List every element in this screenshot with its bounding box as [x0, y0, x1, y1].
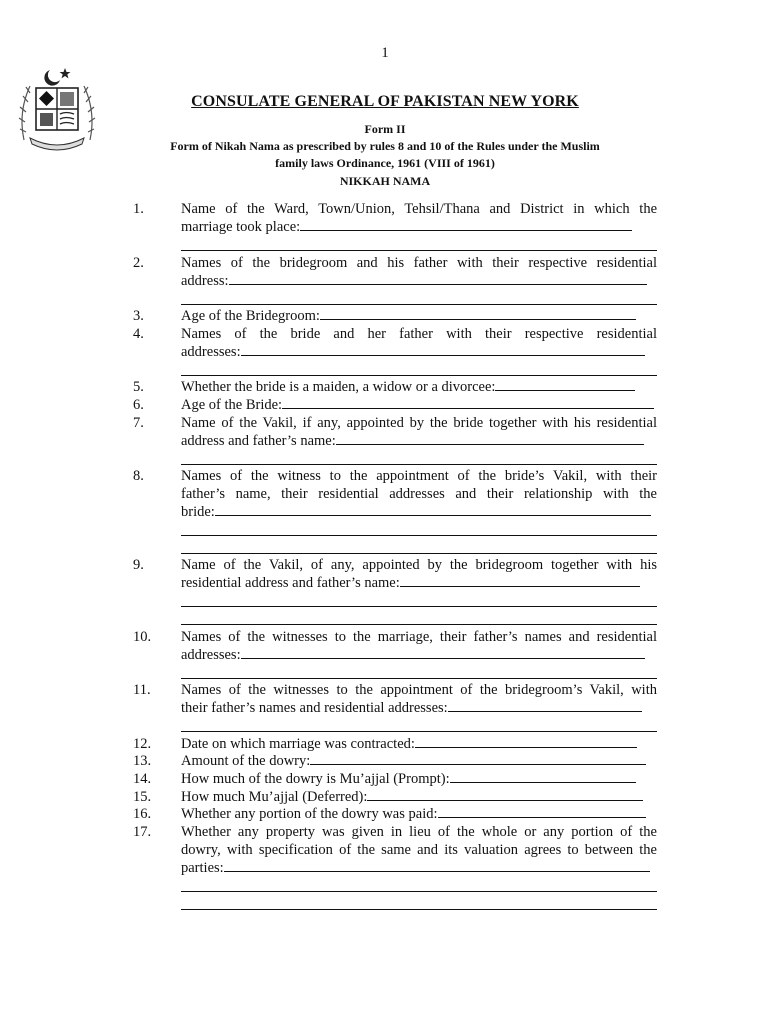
item-text: address and father’s name:	[181, 433, 336, 449]
answer-field[interactable]	[300, 219, 632, 231]
item-text: residential address and father’s name:	[181, 575, 400, 591]
item-text: addresses:	[181, 647, 241, 663]
answer-field[interactable]	[450, 771, 636, 783]
item-number: 2.	[133, 255, 144, 271]
answer-field[interactable]	[415, 736, 637, 748]
item-text: bride:	[181, 504, 215, 520]
item-number: 7.	[133, 415, 144, 431]
item-number: 14.	[133, 771, 152, 787]
item-text: addresses:	[181, 344, 241, 360]
answer-field[interactable]	[448, 700, 642, 712]
item-text: Age of the Bride:	[181, 397, 283, 413]
answer-line[interactable]	[181, 375, 657, 376]
answer-field[interactable]	[241, 647, 645, 659]
answer-line[interactable]	[181, 891, 657, 892]
item-number: 8.	[133, 468, 144, 484]
item-text: marriage took place:	[181, 219, 301, 235]
item-number: 1.	[133, 201, 144, 217]
item-text: Whether any property was given in lieu of the whole or any portion of the	[181, 824, 657, 840]
item-number: 15.	[133, 789, 152, 805]
answer-line[interactable]	[181, 624, 657, 625]
item-text: Whether any portion of the dowry was paid:	[181, 806, 438, 822]
answer-field[interactable]	[241, 344, 645, 356]
item-text: Name of the Vakil, of any, appointed by the bridegroom together with his	[181, 557, 657, 573]
answer-field[interactable]	[282, 397, 654, 409]
page-title: CONSULATE GENERAL OF PAKISTAN NEW YORK	[191, 93, 579, 110]
item-number: 17.	[133, 824, 152, 840]
item-text: Names of the bride and her father with their respective residential	[181, 326, 657, 342]
item-text: Names of the witnesses to the marriage, their father’s names and residential	[181, 629, 657, 645]
answer-line[interactable]	[181, 250, 657, 251]
item-number: 5.	[133, 379, 144, 395]
answer-field[interactable]	[320, 308, 636, 320]
item-text: How much of the dowry is Mu’ajjal (Prompt):	[181, 771, 450, 787]
answer-field[interactable]	[224, 860, 650, 872]
answer-field[interactable]	[229, 273, 647, 285]
form-description-line-1: Form of Nikah Nama as prescribed by rules 8 and 10 of the Rules under the Muslim	[170, 139, 600, 153]
item-number: 9.	[133, 557, 144, 573]
answer-field[interactable]	[495, 379, 635, 391]
answer-line[interactable]	[181, 731, 657, 732]
item-text: Age of the Bridegroom:	[181, 308, 320, 324]
form-description-line-2: family laws Ordinance, 1961 (VIII of 1961)	[275, 156, 495, 170]
item-text: Name of the Vakil, if any, appointed by the bride together with his residential	[181, 415, 657, 431]
answer-line[interactable]	[181, 304, 657, 305]
answer-field[interactable]	[367, 789, 643, 801]
item-text: Name of the Ward, Town/Union, Tehsil/Thana and District in which the	[181, 201, 657, 217]
answer-field[interactable]	[336, 433, 644, 445]
item-number: 12.	[133, 736, 152, 752]
page-number: 1	[381, 45, 389, 61]
item-number: 10.	[133, 629, 152, 645]
item-number: 11.	[133, 682, 151, 698]
item-text: Whether the bride is a maiden, a widow or a divorcee:	[181, 379, 496, 395]
item-text: father’s name, their residential addresses and their relationship with the	[181, 486, 657, 502]
item-number: 13.	[133, 753, 152, 769]
item-text: address:	[181, 273, 229, 289]
answer-line[interactable]	[181, 606, 657, 607]
item-text: their father’s names and residential addresses:	[181, 700, 448, 716]
answer-line[interactable]	[181, 909, 657, 910]
answer-field[interactable]	[400, 575, 640, 587]
item-text: dowry, with specification of the same and its valuation agrees to between the	[181, 842, 657, 858]
item-number: 16.	[133, 806, 152, 822]
form-label: Form II	[364, 122, 406, 136]
item-number: 6.	[133, 397, 144, 413]
answer-field[interactable]	[215, 504, 651, 516]
item-text: parties:	[181, 860, 224, 876]
item-text: Names of the bridegroom and his father with their respective residential	[181, 255, 657, 271]
answer-line[interactable]	[181, 535, 657, 536]
item-text: Names of the witnesses to the appointment of the bridegroom’s Vakil, with	[181, 682, 657, 698]
answer-line[interactable]	[181, 553, 657, 554]
answer-line[interactable]	[181, 464, 657, 465]
item-text: How much Mu’ajjal (Deferred):	[181, 789, 368, 805]
answer-field[interactable]	[438, 806, 646, 818]
item-text: Amount of the dowry:	[181, 753, 311, 769]
item-number: 4.	[133, 326, 144, 342]
form-name: NIKKAH NAMA	[339, 174, 431, 188]
item-text: Date on which marriage was contracted:	[181, 736, 415, 752]
item-number: 3.	[133, 308, 144, 324]
answer-line[interactable]	[181, 678, 657, 679]
answer-field[interactable]	[310, 753, 646, 765]
item-text: Names of the witness to the appointment of the bride’s Vakil, with their	[181, 468, 657, 484]
